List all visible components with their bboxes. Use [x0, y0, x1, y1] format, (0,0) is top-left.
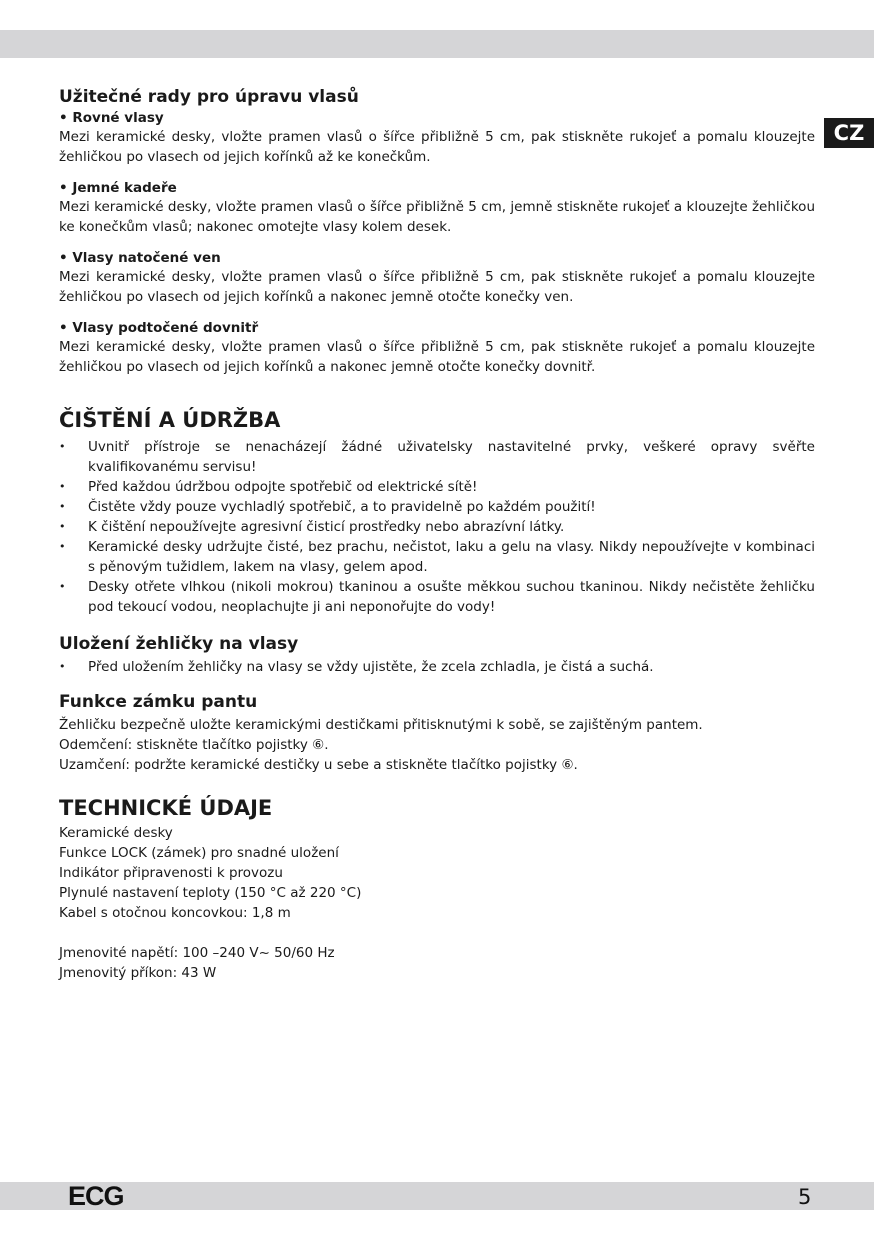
lock-line: Odemčení: stiskněte tlačítko pojistky ⑥. [59, 737, 329, 753]
cleaning-heading: ČIŠTĚNÍ A ÚDRŽBA [59, 408, 281, 432]
spec-line: Kabel s otočnou koncovkou: 1,8 m [59, 905, 291, 921]
list-item: • Desky otřete vlhkou (nikoli mokrou) tkaninou a osušte měkkou suchou tkaninou. Nikdy nečistěte žehličku pod tekoucí vodou, neoplachujte ji ani neponořujte do vody! [59, 577, 815, 617]
spec-line: Funkce LOCK (zámek) pro snadné uložení [59, 845, 339, 861]
lock-line: Žehličku bezpečně uložte keramickými destičkami přitisknutými k sobě, se zajištěným pantem. [59, 717, 703, 733]
tip-text: Mezi keramické desky, vložte pramen vlasů o šířce přibližně 5 cm, jemně stiskněte rukojeť a klouzejte žehličkou ke konečkům vlasů; nakonec omotejte vlasy kolem desek. [59, 199, 815, 235]
specs-features [59, 823, 815, 923]
storage-list [59, 657, 815, 677]
tip-text: Mezi keramické desky, vložte pramen vlasů o šířce přibližně 5 cm, pak stiskněte rukojeť a pomalu klouzejte žehličkou po vlasech od jejich kořínků až ke konečkům. [59, 129, 815, 165]
tip-title: • Rovné vlasy [59, 109, 815, 127]
header-bar [0, 30, 874, 58]
page-content [59, 86, 815, 983]
lock-line: Uzamčení: podržte keramické destičky u sebe a stiskněte tlačítko pojistky ⑥. [59, 757, 578, 773]
tip-text: Mezi keramické desky, vložte pramen vlasů o šířce přibližně 5 cm, pak stiskněte rukojeť a pomalu klouzejte žehličkou po vlasech od jejich kořínků a nakonec jemně otočte konečky dovnitř. [59, 339, 815, 375]
language-tab: CZ [824, 118, 874, 148]
lock-heading: Funkce zámku pantu [59, 692, 258, 712]
spec-line: Jmenovitý příkon: 43 W [59, 965, 217, 981]
brand-logo: ECG [68, 1181, 124, 1211]
list-item: • Keramické desky udržujte čisté, bez prachu, nečistot, laku a gelu na vlasy. Nikdy nepoužívejte v kombinaci s pěnovým tužidlem, lakem na vlasy, gelem apod. [59, 537, 815, 577]
list-item: • Před uložením žehličky na vlasy se vždy ujistěte, že zcela zchladla, je čistá a suchá. [59, 657, 815, 677]
specs-power [59, 943, 815, 983]
list-item: • Před každou údržbou odpojte spotřebič od elektrické sítě! [59, 477, 815, 497]
specs-heading: TECHNICKÉ ÚDAJE [59, 796, 273, 820]
lock-text [59, 715, 815, 775]
tip-text: Mezi keramické desky, vložte pramen vlasů o šířce přibližně 5 cm, pak stiskněte rukojeť a pomalu klouzejte žehličkou po vlasech od jejich kořínků a nakonec jemně otočte konečky ven. [59, 269, 815, 305]
tip-title: • Jemné kadeře [59, 179, 815, 197]
tip-item [59, 319, 815, 377]
tip-title: • Vlasy podtočené dovnitř [59, 319, 815, 337]
spec-line: Keramické desky [59, 825, 173, 841]
cleaning-list [59, 437, 815, 617]
list-item: • Uvnitř přístroje se nenacházejí žádné uživatelsky nastavitelné prvky, veškeré opravy svěřte kvalifikovanému servisu! [59, 437, 815, 477]
footer-bar [0, 1182, 874, 1210]
tip-item [59, 109, 815, 167]
tips-heading: Užitečné rady pro úpravu vlasů [59, 87, 359, 107]
storage-heading: Uložení žehličky na vlasy [59, 634, 299, 654]
list-item: • Čistěte vždy pouze vychladlý spotřebič, a to pravidelně po každém použití! [59, 497, 815, 517]
tip-item [59, 179, 815, 237]
spec-line: Jmenovité napětí: 100 –240 V~ 50/60 Hz [59, 945, 335, 961]
list-item: • K čištění nepoužívejte agresivní čisticí prostředky nebo abrazívní látky. [59, 517, 815, 537]
tip-title: • Vlasy natočené ven [59, 249, 815, 267]
tip-item [59, 249, 815, 307]
spec-line: Plynulé nastavení teploty (150 °C až 220 °C) [59, 885, 362, 901]
spec-line: Indikátor připravenosti k provozu [59, 865, 283, 881]
page-number: 5 [798, 1185, 812, 1209]
